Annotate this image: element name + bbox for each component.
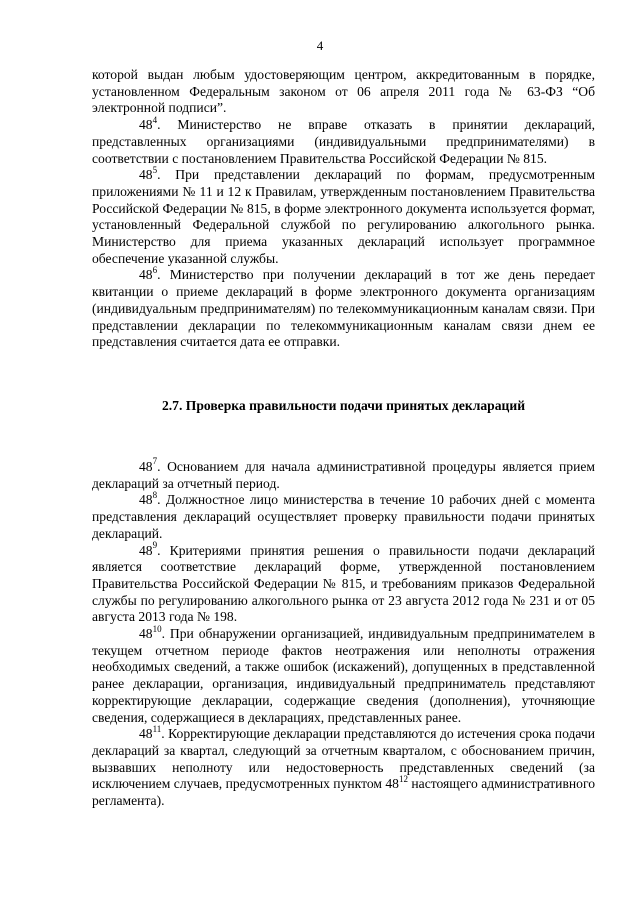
paragraph-number: 48	[139, 117, 153, 133]
paragraph-number-superscript: 10	[152, 623, 162, 634]
reference-superscript: 12	[398, 773, 408, 784]
paragraph-body: . Должностное лицо министерства в течение 10 рабочих дней с момента представления деклараций осуществляет проверку правильности подачи принятых деклараций.	[92, 492, 595, 541]
paragraph-tail: настоящего административного регламента).	[92, 776, 595, 809]
paragraph-number: 48	[139, 492, 153, 508]
paragraph-body: . Критериями принятия решения о правильности подачи деклараций является соответствие деклараций форме, утвержденной постановлением Правительства Российской Федерации № 815, и требованиям приказов Федеральной службы по регулированию алкогольного рынка от 23 августа 2012 года № 231 и от 05 августа 2013 года № 198.	[92, 542, 595, 625]
paragraph-48-7	[92, 456, 595, 492]
paragraph-body: . При представлении деклараций по формам, предусмотренным приложениями № 11 и 12 к Правилам, утвержденным постановлением Правительства Российской Федерации № 815, в форме электронного документа используется формат, установленный Федеральной службой по регулированию алкогольного рынка. Министерство для приема указанных деклараций использует программное обеспечение указанной службы.	[92, 167, 595, 266]
paragraph-continuation	[92, 67, 595, 117]
paragraph-body: которой выдан любым удостоверяющим центром, аккредитованным в порядке, установленном Федеральным законом от 06 апреля 2011 года № 63-ФЗ “Об электронной подписи”.	[92, 67, 595, 116]
paragraph-48-5	[92, 164, 595, 267]
paragraph-number-superscript: 7	[152, 456, 158, 467]
paragraph-body: . При обнаружении организацией, индивидуальным предпринимателем в текущем отчетном периоде фактов неотражения или неполноты отражения необходимых сведений, а также ошибок (искажений), допущенных в представленной ранее декларации, организация, индивидуальный предприниматель представляют корректирующие декларации, содержащие сведения (дополнения), уточняющие сведения, содержащиеся в декларациях, представленных ранее.	[92, 626, 595, 725]
paragraph-48-9	[92, 539, 595, 627]
paragraph-number: 48	[139, 167, 153, 183]
paragraph-number: 48	[139, 726, 153, 742]
paragraph-body: . Министерство не вправе отказать в принятии деклараций, представленных организациями (индивидуальными предпринимателями) в соответствии с постановлением Правительства Российской Федерации № 815.	[92, 117, 595, 166]
paragraph-48-8	[92, 489, 595, 542]
paragraph-body: . Министерство при получении деклараций в тот же день передает квитанции о приеме деклараций в форме электронного документа организациям (индивидуальным предпринимателям) по телекоммуникационным каналам связи. При представлении декларации по телекоммуникационным каналам связи днем ее представления считается дата ее отправки.	[92, 267, 595, 350]
paragraph-number-superscript: 11	[152, 723, 162, 734]
paragraph-number-superscript: 5	[152, 164, 158, 175]
paragraph-body: . Основанием для начала административной процедуры является прием деклараций за отчетный период.	[92, 459, 595, 491]
paragraph-number: 48	[139, 542, 153, 558]
paragraph-number-superscript: 4	[152, 114, 158, 125]
paragraph-48-4	[92, 114, 595, 167]
page-number: 4	[316, 38, 324, 53]
paragraph-48-6	[92, 264, 595, 351]
text-block-top	[92, 67, 595, 351]
paragraph-number-superscript: 9	[152, 539, 158, 550]
paragraph-body: . Корректирующие декларации представляются до истечения срока подачи деклараций за квартал, следующий за отчетным кварталом, с обоснованием причин, вызвавших неполноту или недостоверность представленных сведений (за исключением случаев, предусмотренных пунктом 48	[92, 726, 595, 792]
paragraph-48-10	[92, 623, 595, 726]
paragraph-number: 48	[139, 267, 153, 283]
paragraph-number-superscript: 6	[152, 264, 158, 275]
paragraph-number: 48	[139, 626, 153, 642]
paragraph-48-11	[92, 723, 595, 810]
text-block-bottom	[92, 456, 595, 810]
paragraph-number: 48	[139, 459, 153, 474]
section-heading: 2.7. Проверка правильности подачи принятых деклараций	[161, 398, 526, 413]
paragraph-number-superscript: 8	[152, 489, 158, 500]
